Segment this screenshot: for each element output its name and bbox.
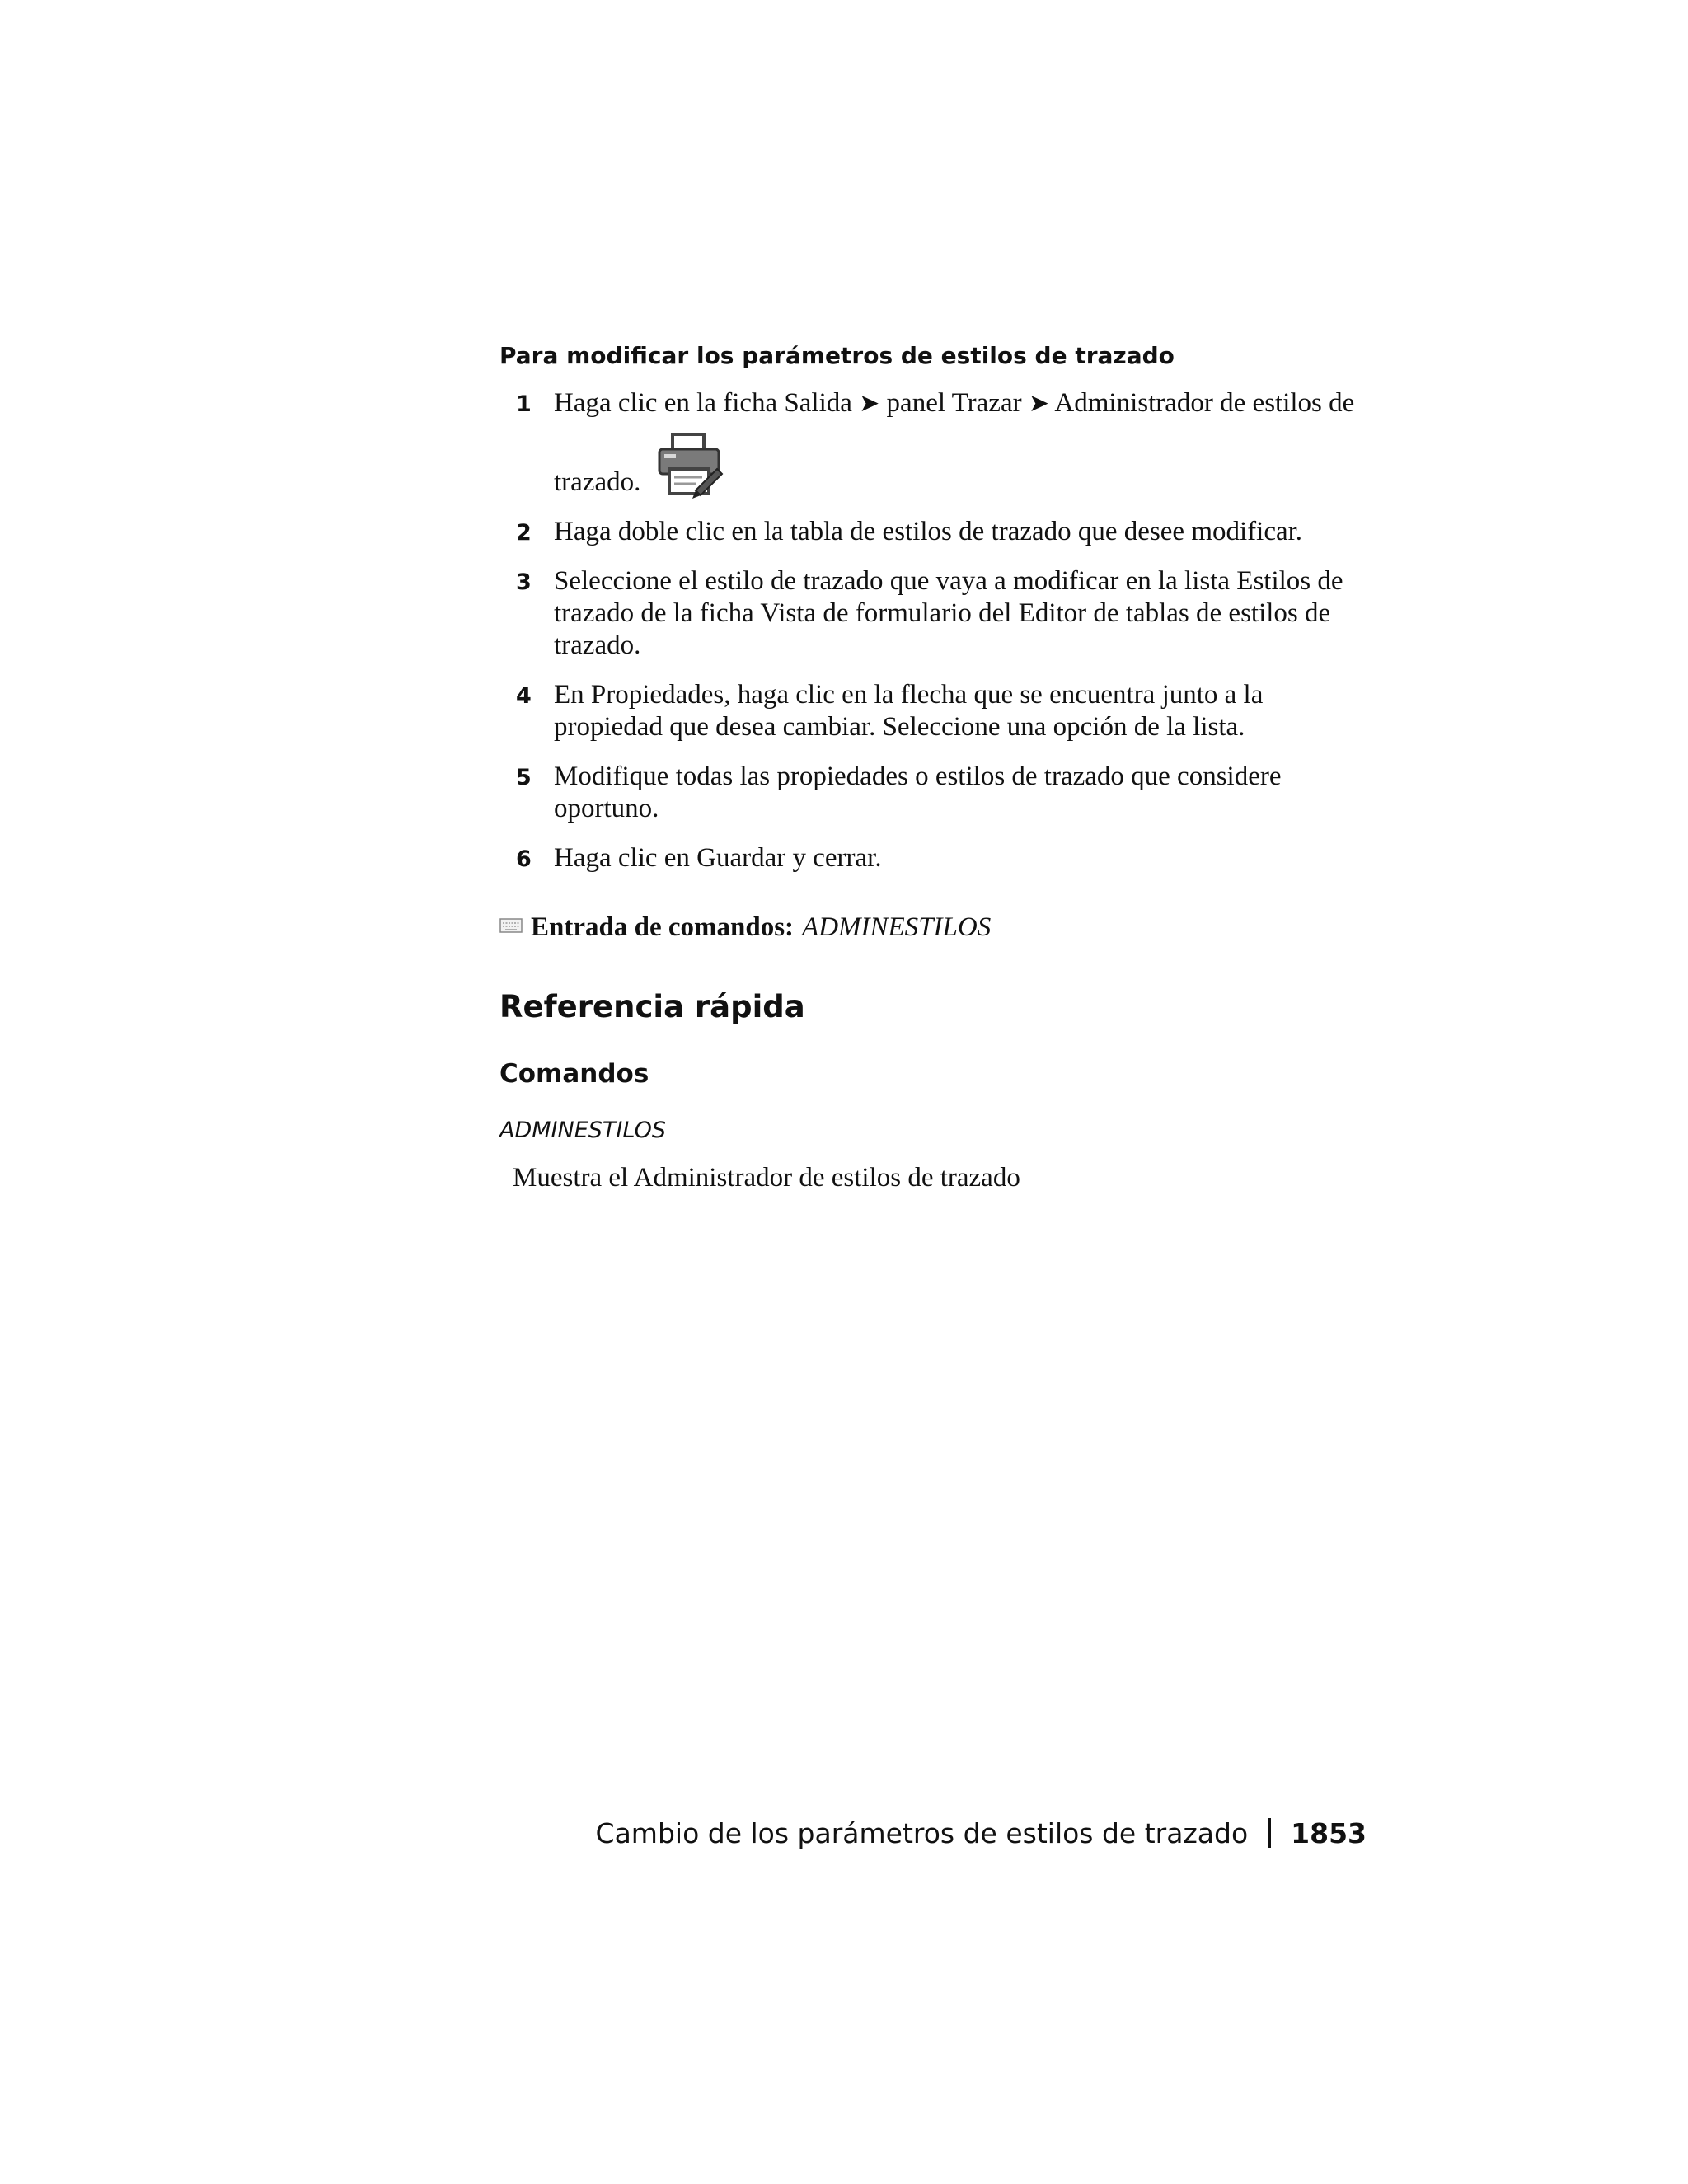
step-1-part-4: trazado. [554,467,641,497]
step-text: Modifique todas las propiedades o estilos de trazado que considere oportuno. [554,762,1282,823]
command-name: ADMINESTILOS [499,1118,666,1143]
step-1-icon-line [554,431,1373,499]
footer-section-title: Cambio de los parámetros de estilos de trazado [595,1817,1249,1849]
step-2 [499,516,1373,548]
keyboard-icon [499,916,523,935]
procedure-title: Para modificar los parámetros de estilos de trazado [499,342,1175,369]
step-number: 4 [516,683,532,709]
step-number: 1 [516,391,532,417]
commands-heading: Comandos [499,1059,649,1089]
plot-style-manager-printer-icon [654,431,725,502]
page-footer [596,1816,1367,1852]
step-number: 6 [516,846,532,872]
step-1-part-1: Haga clic en la ficha Salida [554,388,852,418]
step-text: En Propiedades, haga clic en la flecha que se encuentra junto a la propiedad que desea cambiar. Seleccione una opción de la lista. [554,680,1264,742]
quick-reference-heading: Referencia rápida [499,989,805,1024]
menu-arrow-icon: ➤ [1028,390,1049,417]
step-1-part-2: panel Trazar [886,388,1022,418]
step-4 [499,679,1373,743]
page-number: 1853 [1291,1817,1367,1849]
step-number: 2 [516,520,532,546]
step-text: Haga clic en Guardar y cerrar. [554,843,882,873]
step-1 [499,387,1373,499]
step-text: Haga doble clic en la tabla de estilos de trazado que desee modificar. [554,517,1303,546]
command-entry-label: Entrada de comandos: [531,912,795,942]
step-number: 3 [516,569,532,595]
step-number: 5 [516,765,532,790]
step-6 [499,842,1373,874]
page-content [499,340,1373,1194]
procedure-steps [499,387,1373,874]
step-1-part-3: Administrador de estilos de [1054,388,1355,418]
footer-divider [1268,1818,1271,1848]
step-text: Seleccione el estilo de trazado que vaya a modificar en la lista Estilos de trazado de la ficha Vista de formulario del Editor de tablas de estilos de trazado. [554,566,1343,660]
command-entry-value: ADMINESTILOS [802,912,992,942]
step-1-text [554,387,1373,419]
menu-arrow-icon: ➤ [859,390,880,417]
command-entry [499,911,1373,944]
command-description: Muestra el Administrador de estilos de trazado [513,1163,1020,1193]
step-5 [499,761,1373,825]
step-3 [499,565,1373,662]
